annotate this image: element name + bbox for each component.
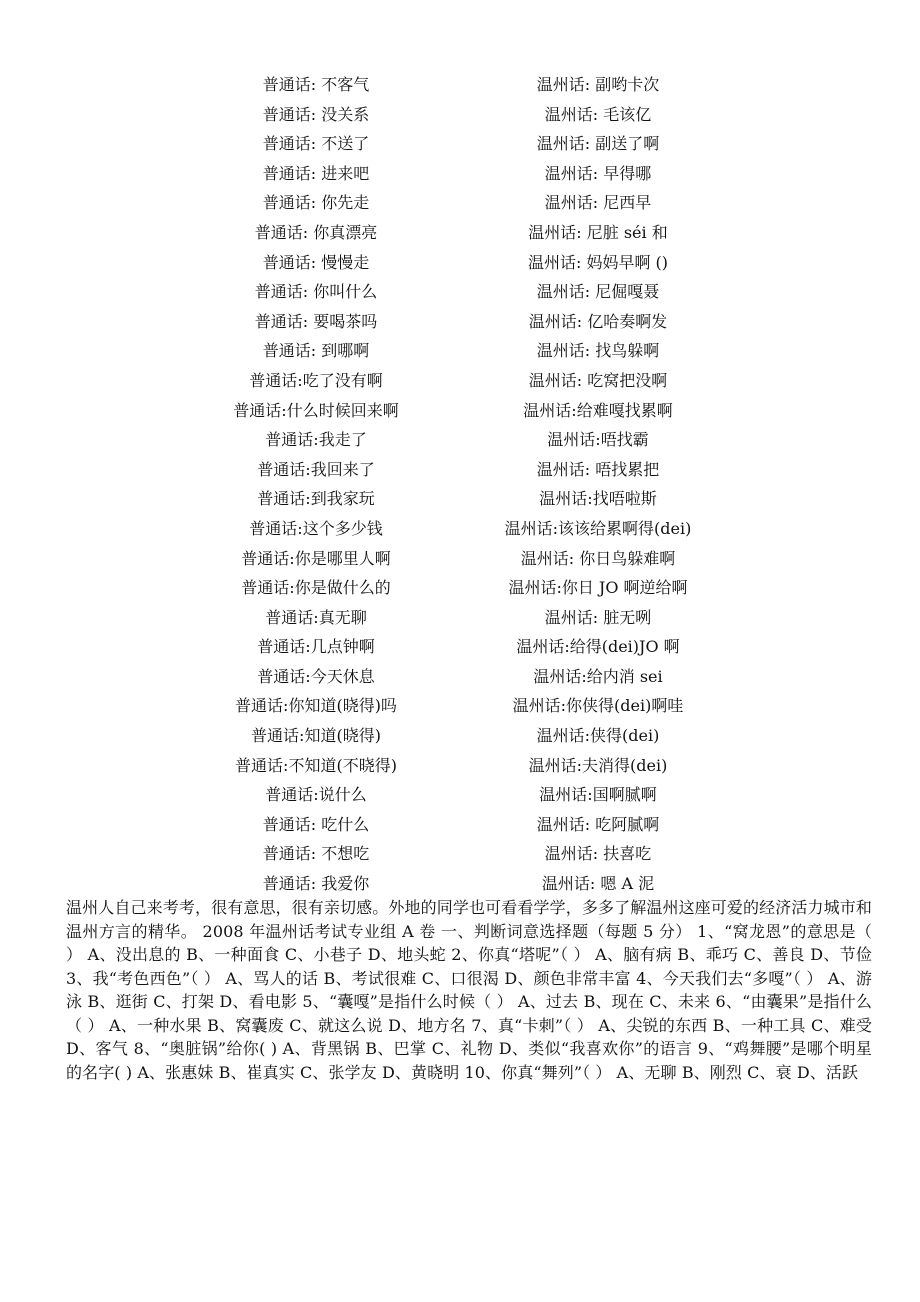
mandarin-phrase: 普通话: 你叫什么 [254, 282, 378, 302]
mandarin-phrase: 普通话:到我家玩 [257, 489, 375, 509]
phrase-pair-row [0, 277, 920, 307]
phrase-pair-row [0, 70, 920, 100]
phrase-pair-row [0, 248, 920, 278]
mandarin-phrase: 普通话: 不送了 [262, 134, 370, 154]
wenzhou-phrase: 温州话: 尼脏 séi 和 [528, 222, 668, 242]
wenzhou-phrase: 温州话: 早得哪 [544, 163, 652, 183]
phrase-pair-row [0, 484, 920, 514]
mandarin-phrase: 普通话:你是哪里人啊 [241, 548, 391, 568]
wenzhou-phrase: 温州话:你侠得(dei)啊哇 [512, 696, 684, 716]
wenzhou-phrase: 温州话:找唔啦斯 [539, 489, 657, 509]
phrase-pair-row [0, 425, 920, 455]
wenzhou-phrase: 温州话:给内消 sei [533, 666, 663, 686]
phrase-pair-row [0, 603, 920, 633]
mandarin-phrase: 普通话:不知道(不晓得) [235, 755, 397, 775]
wenzhou-phrase: 温州话: 副送了啊 [536, 134, 660, 154]
wenzhou-phrase: 温州话: 副哟卡次 [536, 75, 660, 94]
wenzhou-phrase: 温州话:给难嘎找累啊 [523, 400, 673, 420]
wenzhou-phrase: 温州话: 吃阿腻啊 [536, 814, 660, 834]
mandarin-phrase: 普通话:你是做什么的 [241, 578, 391, 598]
mandarin-phrase: 普通话: 要喝茶吗 [254, 311, 378, 331]
mandarin-phrase: 普通话:知道(晓得) [251, 726, 381, 746]
mandarin-phrase: 普通话:什么时候回来啊 [233, 400, 399, 420]
mandarin-phrase: 普通话: 吃什么 [262, 814, 370, 834]
mandarin-phrase: 普通话: 到哪啊 [262, 341, 370, 361]
wenzhou-phrase: 温州话:唔找霸 [547, 430, 649, 450]
wenzhou-phrase: 温州话: 找鸟躲啊 [536, 341, 660, 361]
phrase-pair-row [0, 100, 920, 130]
phrase-pair-row [0, 662, 920, 692]
wenzhou-phrase: 温州话:给得(dei)JO 啊 [516, 637, 680, 657]
mandarin-phrase: 普通话: 慢慢走 [262, 252, 370, 272]
wenzhou-phrase: 温州话: 吃窝把没啊 [528, 370, 668, 390]
phrase-pair-row [0, 721, 920, 751]
wenzhou-phrase: 温州话: 毛该亿 [544, 104, 652, 124]
mandarin-phrase: 普通话: 我爱你 [262, 874, 370, 894]
mandarin-phrase: 普通话: 没关系 [262, 104, 370, 124]
phrase-pairs-list [0, 70, 920, 899]
phrase-pair-row [0, 514, 920, 544]
phrase-pair-row [0, 455, 920, 485]
mandarin-phrase: 普通话: 你先走 [262, 193, 370, 213]
wenzhou-phrase: 温州话: 唔找累把 [536, 459, 660, 479]
mandarin-phrase: 普通话: 不想吃 [262, 844, 370, 864]
wenzhou-phrase: 温州话: 亿哈奏啊发 [528, 311, 668, 331]
wenzhou-phrase: 温州话: 嗯 A 泥 [541, 874, 655, 894]
wenzhou-phrase: 温州话:国啊腻啊 [539, 785, 657, 805]
mandarin-phrase: 普通话:吃了没有啊 [249, 370, 383, 390]
wenzhou-phrase: 温州话: 你日鸟躲难啊 [520, 548, 676, 568]
exam-paragraph: 温州人自己来考考，很有意思，很有亲切感。外地的同学也可看看学学，多多了解温州这座可爱的经济活力城市和温州方言的精华。 2008 年温州话考试专业组 A 卷 一、判断词意选择题（每题 5 分） 1、“窝龙恩”的意思是（ ） A、没出息的 B、一种面食 C、小巷子 D、地头蛇 2、你真“塔呢”（ ） A、脑有病 B、乖巧 C、善良 D、节俭 3、我“考色西色”（ ） A、骂人的话 B、考试很难 C、口很渴 D、颜色非常丰富 4、今天我们去“多嘎”（ ） A、游泳 B、逛街 C、打架 D、看电影 5、“囊嘎”是指什么时候（ ） A、过去 B、现在 C、未来 6、“由囊果”是指什么（ ） A、一种水果 B、窝囊废 C、就这么说 D、地方名 7、真“卡刺”（ ） A、尖锐的东西 B、一种工具 C、难受 D、客气 8、“奥脏锅”给你( ) A、背黑锅 B、巴掌 C、礼物 D、类似“我喜欢你”的语言 9、“鸡舞腰”是哪个明星的名字( ) A、张惠妹 B、崔真实 C、张学友 D、黄晓明 10、你真“舞列”（ ） A、无聊 B、刚烈 C、衰 D、活跃 [66, 898, 872, 1082]
mandarin-phrase: 普通话:几点钟啊 [257, 637, 375, 657]
wenzhou-phrase: 温州话: 尼倔嘎聂 [536, 282, 660, 302]
mandarin-phrase: 普通话:说什么 [265, 785, 367, 805]
mandarin-phrase: 普通话:今天休息 [257, 666, 375, 686]
phrase-pair-row [0, 129, 920, 159]
phrase-pair-row [0, 839, 920, 869]
phrase-pair-row [0, 366, 920, 396]
mandarin-phrase: 普通话:这个多少钱 [249, 518, 383, 538]
phrase-pair-row [0, 573, 920, 603]
wenzhou-phrase: 温州话: 妈妈早啊 () [527, 252, 669, 272]
phrase-pair-row [0, 218, 920, 248]
phrase-pair-row [0, 307, 920, 337]
wenzhou-phrase: 温州话:你日 JO 啊逆给啊 [508, 578, 688, 598]
wenzhou-phrase: 温州话: 尼西早 [544, 193, 652, 213]
phrase-pair-row [0, 544, 920, 574]
phrase-pair-row [0, 691, 920, 721]
mandarin-phrase: 普通话:真无聊 [265, 607, 367, 627]
phrase-pair-row [0, 780, 920, 810]
mandarin-phrase: 普通话:我走了 [265, 430, 367, 450]
phrase-pair-row [0, 632, 920, 662]
phrase-pair-row [0, 188, 920, 218]
wenzhou-phrase: 温州话:侠得(dei) [536, 726, 660, 746]
phrase-pair-row [0, 751, 920, 781]
wenzhou-phrase: 温州话: 扶喜吃 [544, 844, 652, 864]
mandarin-phrase: 普通话:我回来了 [257, 459, 375, 479]
phrase-pair-row [0, 159, 920, 189]
phrase-pair-row [0, 810, 920, 840]
phrase-pair-row [0, 336, 920, 366]
phrase-pair-row [0, 869, 920, 899]
mandarin-phrase: 普通话: 不客气 [262, 75, 370, 94]
mandarin-phrase: 普通话: 进来吧 [262, 163, 370, 183]
wenzhou-phrase: 温州话: 脏无咧 [544, 607, 652, 627]
phrase-pair-row [0, 396, 920, 426]
wenzhou-phrase: 温州话:夫消得(dei) [528, 755, 668, 775]
mandarin-phrase: 普通话: 你真漂亮 [254, 222, 378, 242]
wenzhou-phrase: 温州话:该该给累啊得(dei) [504, 518, 692, 538]
mandarin-phrase: 普通话:你知道(晓得)吗 [235, 696, 397, 716]
